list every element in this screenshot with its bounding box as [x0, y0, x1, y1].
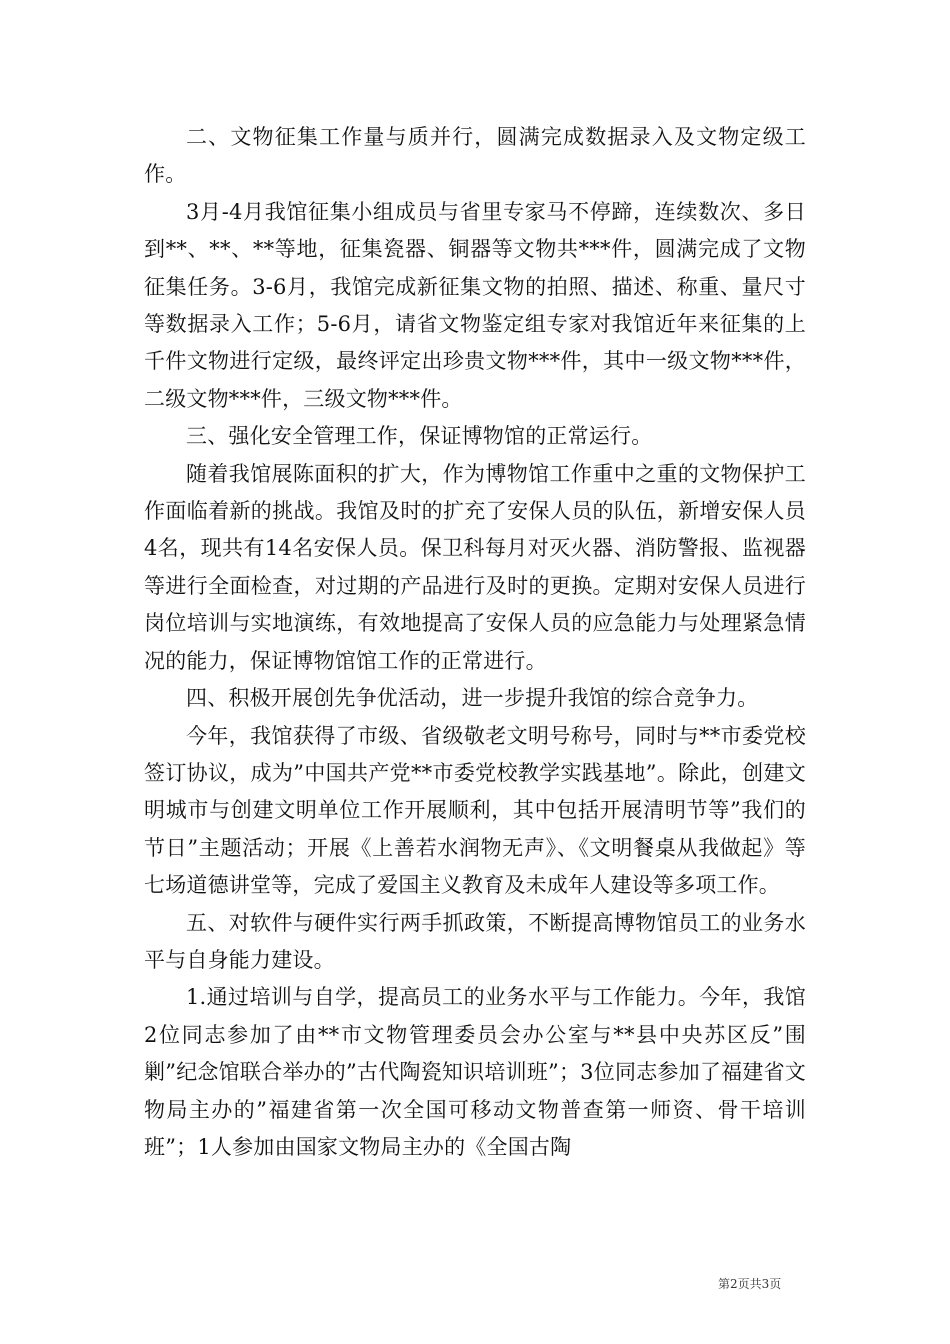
- heading-section-4: 四、积极开展创先争优活动，进一步提升我馆的综合竞争力。: [186, 686, 759, 711]
- body-paragraph: 今年，我馆获得了市级、省级敬老文明号称号，同时与**市委党校签订协议，成为”中国共产党**市委党校教学实践基地”。除此，创建文明城市与创建文明单位工作开展顺利，其中包括开展清明节等”我们的节日”主题活动；开展《上善若水润物无声》、《文明餐桌从我做起》等七场道德讲堂等，完成了爱国主义教育及未成年人建设等多项工作。: [144, 723, 806, 898]
- body-paragraph: 3月-4月我馆征集小组成员与省里专家马不停蹄，连续数次、多日到**、**、**等地，征集瓷器、铜器等文物共***件，圆满完成了文物征集任务。3-6月，我馆完成新征集文物的拍照、描述、称重、量尺寸等数据录入工作；5-6月，请省文物鉴定组专家对我馆近年来征集的上千件文物进行定级，最终评定出珍贵文物***件，其中一级文物***件，二级文物***件，三级文物***件。: [144, 199, 806, 411]
- heading-section-2: 二、文物征集工作量与质并行，圆满完成数据录入及文物定级工作。: [144, 125, 806, 187]
- heading-section-3: 三、强化安全管理工作，保证博物馆的正常运行。: [186, 424, 653, 449]
- body-paragraph: 随着我馆展陈面积的扩大，作为博物馆工作重中之重的文物保护工作面临着新的挑战。我馆及时的扩充了安保人员的队伍，新增安保人员4名，现共有14名安保人员。保卫科每月对灭火器、消防警报、监视器等进行全面检查，对过期的产品进行及时的更换。定期对安保人员进行岗位培训与实地演练，有效地提高了安保人员的应急能力与处理紧急情况的能力，保证博物馆馆工作的正常进行。: [144, 461, 806, 673]
- heading-section-5: 五、对软件与硬件实行两手抓政策，不断提高博物馆员工的业务水平与自身能力建设。: [144, 910, 806, 972]
- document-body: [144, 119, 806, 1166]
- page-number: 第2页共3页: [718, 1277, 782, 1291]
- body-paragraph: 1.通过培训与自学，提高员工的业务水平与工作能力。今年，我馆2位同志参加了由**市文物管理委员会办公室与**县中央苏区反”围剿”纪念馆联合举办的”古代陶瓷知识培训班”；3位同志参加了福建省文物局主办的”福建省第一次全国可移动文物普查第一师资、骨干培训班”；1人参加由国家文物局主办的《全国古陶: [144, 985, 806, 1159]
